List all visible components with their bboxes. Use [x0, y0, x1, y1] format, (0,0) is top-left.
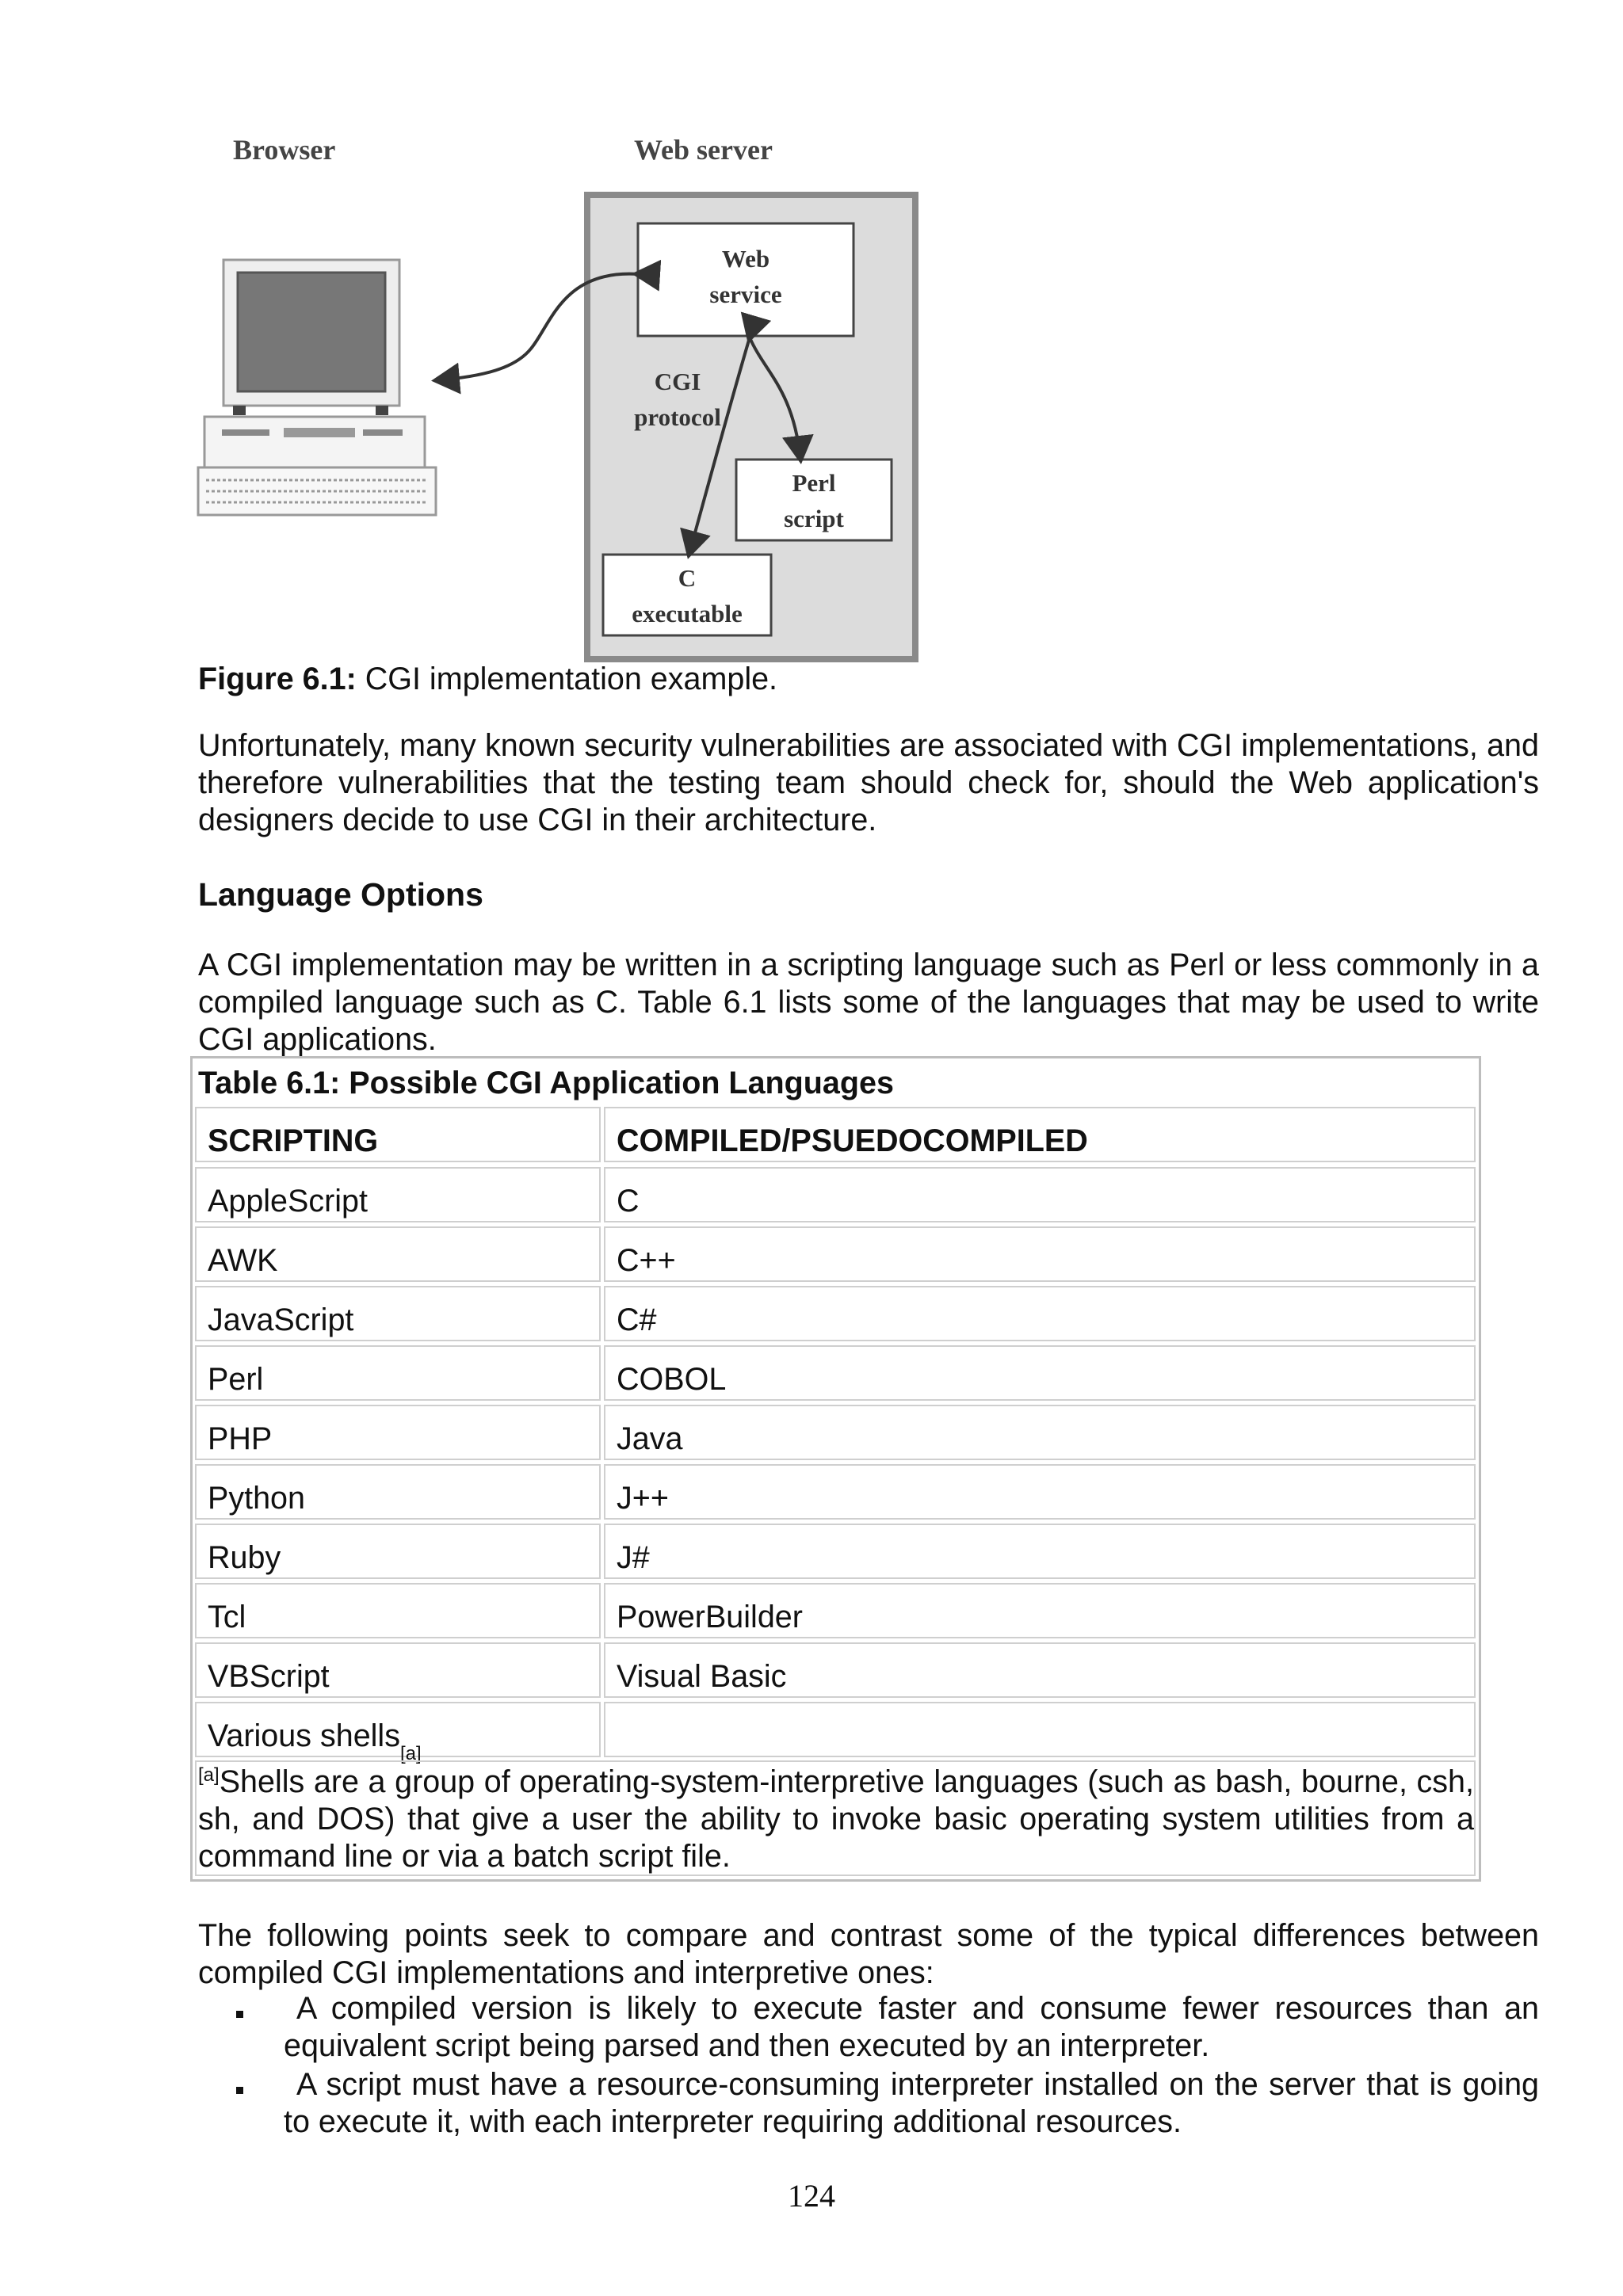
c-line2: executable: [632, 599, 743, 627]
table-cell: Ruby: [195, 1524, 601, 1579]
header-compiled: COMPILED/PSUEDOCOMPILED: [604, 1107, 1476, 1162]
table-cell: [604, 1702, 1476, 1757]
table-cell: AWK: [195, 1226, 601, 1282]
paragraph-2: A CGI implementation may be written in a scripting language such as Perl or less commonly in a compiled language such as C. Table 6.1 lists some of the languages that may be used to write CGI applications.: [198, 948, 1539, 1057]
table-cell: AppleScript: [195, 1167, 601, 1222]
page-number: 124: [788, 2178, 835, 2214]
table-cell: Tcl: [195, 1583, 601, 1638]
cgi-protocol-label: [622, 364, 733, 436]
section-heading: Language Options: [198, 876, 483, 913]
table-cell: COBOL: [604, 1345, 1476, 1401]
bullet-mark-2: [236, 2087, 243, 2094]
cgi-line1: CGI: [654, 368, 701, 395]
web-service-line1: Web: [721, 245, 770, 273]
perl-script-label: [736, 466, 892, 537]
header-scripting: SCRIPTING: [195, 1107, 601, 1162]
paragraph-3: The following points seek to compare and contrast some of the typical differences between compiled CGI implementations and interpretive ones:: [198, 1918, 1539, 1990]
table-cell: Perl: [195, 1345, 601, 1401]
bullet-item-1: A compiled version is likely to execute faster and consume fewer resources than an equivalent script being parsed and then executed by an interpreter.: [284, 1991, 1539, 2063]
figure-svg: [190, 119, 951, 673]
various-shells-text: Various shells: [208, 1718, 400, 1753]
table-cell: Python: [195, 1464, 601, 1520]
paragraph-1: Unfortunately, many known security vulnerabilities are associated with CGI implementations, and therefore vulnerabilities that the testing team should check for, should the Web application's designers decide to use CGI in their architecture.: [198, 728, 1539, 837]
figure-caption: [198, 662, 777, 697]
c-executable-label: [603, 561, 771, 632]
table-cell: C#: [604, 1286, 1476, 1341]
table-title: Table 6.1: Possible CGI Application Languages: [198, 1066, 894, 1100]
perl-line1: Perl: [792, 469, 836, 497]
cgi-line2: protocol: [634, 402, 721, 431]
c-line1: C: [678, 564, 697, 592]
bullet-item-2: A script must have a resource-consuming interpreter installed on the server that is going to execute it, with each interpreter requiring additional resources.: [284, 2067, 1539, 2139]
table-cell: C++: [604, 1226, 1476, 1282]
table-cell: J#: [604, 1524, 1476, 1579]
table-cell: Visual Basic: [604, 1642, 1476, 1698]
caption-bold: Figure 6.1:: [198, 662, 357, 696]
table-cell: Java: [604, 1405, 1476, 1460]
figure-cgi-diagram: [190, 119, 951, 673]
web-server-label: Web server: [634, 134, 773, 166]
caption-text: CGI implementation example.: [356, 662, 778, 696]
table-cell: C: [604, 1167, 1476, 1222]
web-service-label: [638, 242, 854, 313]
table-cell: J++: [604, 1464, 1476, 1520]
bullet-mark-1: [236, 2011, 243, 2018]
computer-icon: [198, 260, 436, 515]
web-service-line2: service: [709, 280, 782, 308]
table-footnote: [198, 1764, 1474, 1875]
browser-label: Browser: [233, 134, 336, 166]
perl-line2: script: [784, 504, 844, 532]
table-cell: PHP: [195, 1405, 601, 1460]
table-cell: VBScript: [195, 1642, 601, 1698]
table-cell: JavaScript: [195, 1286, 601, 1341]
table-cell: PowerBuilder: [604, 1583, 1476, 1638]
footnote-marker-ref: [a]: [198, 1764, 220, 1786]
footnote-text: Shells are a group of operating-system-interpretive languages (such as bash, bourne, csh, sh, and DOS) that give a user the ability to invoke basic operating system utilities from a command line or via a batch script file.: [198, 1764, 1474, 1874]
table-cell-various-shells: Various shells [a]: [195, 1702, 601, 1757]
